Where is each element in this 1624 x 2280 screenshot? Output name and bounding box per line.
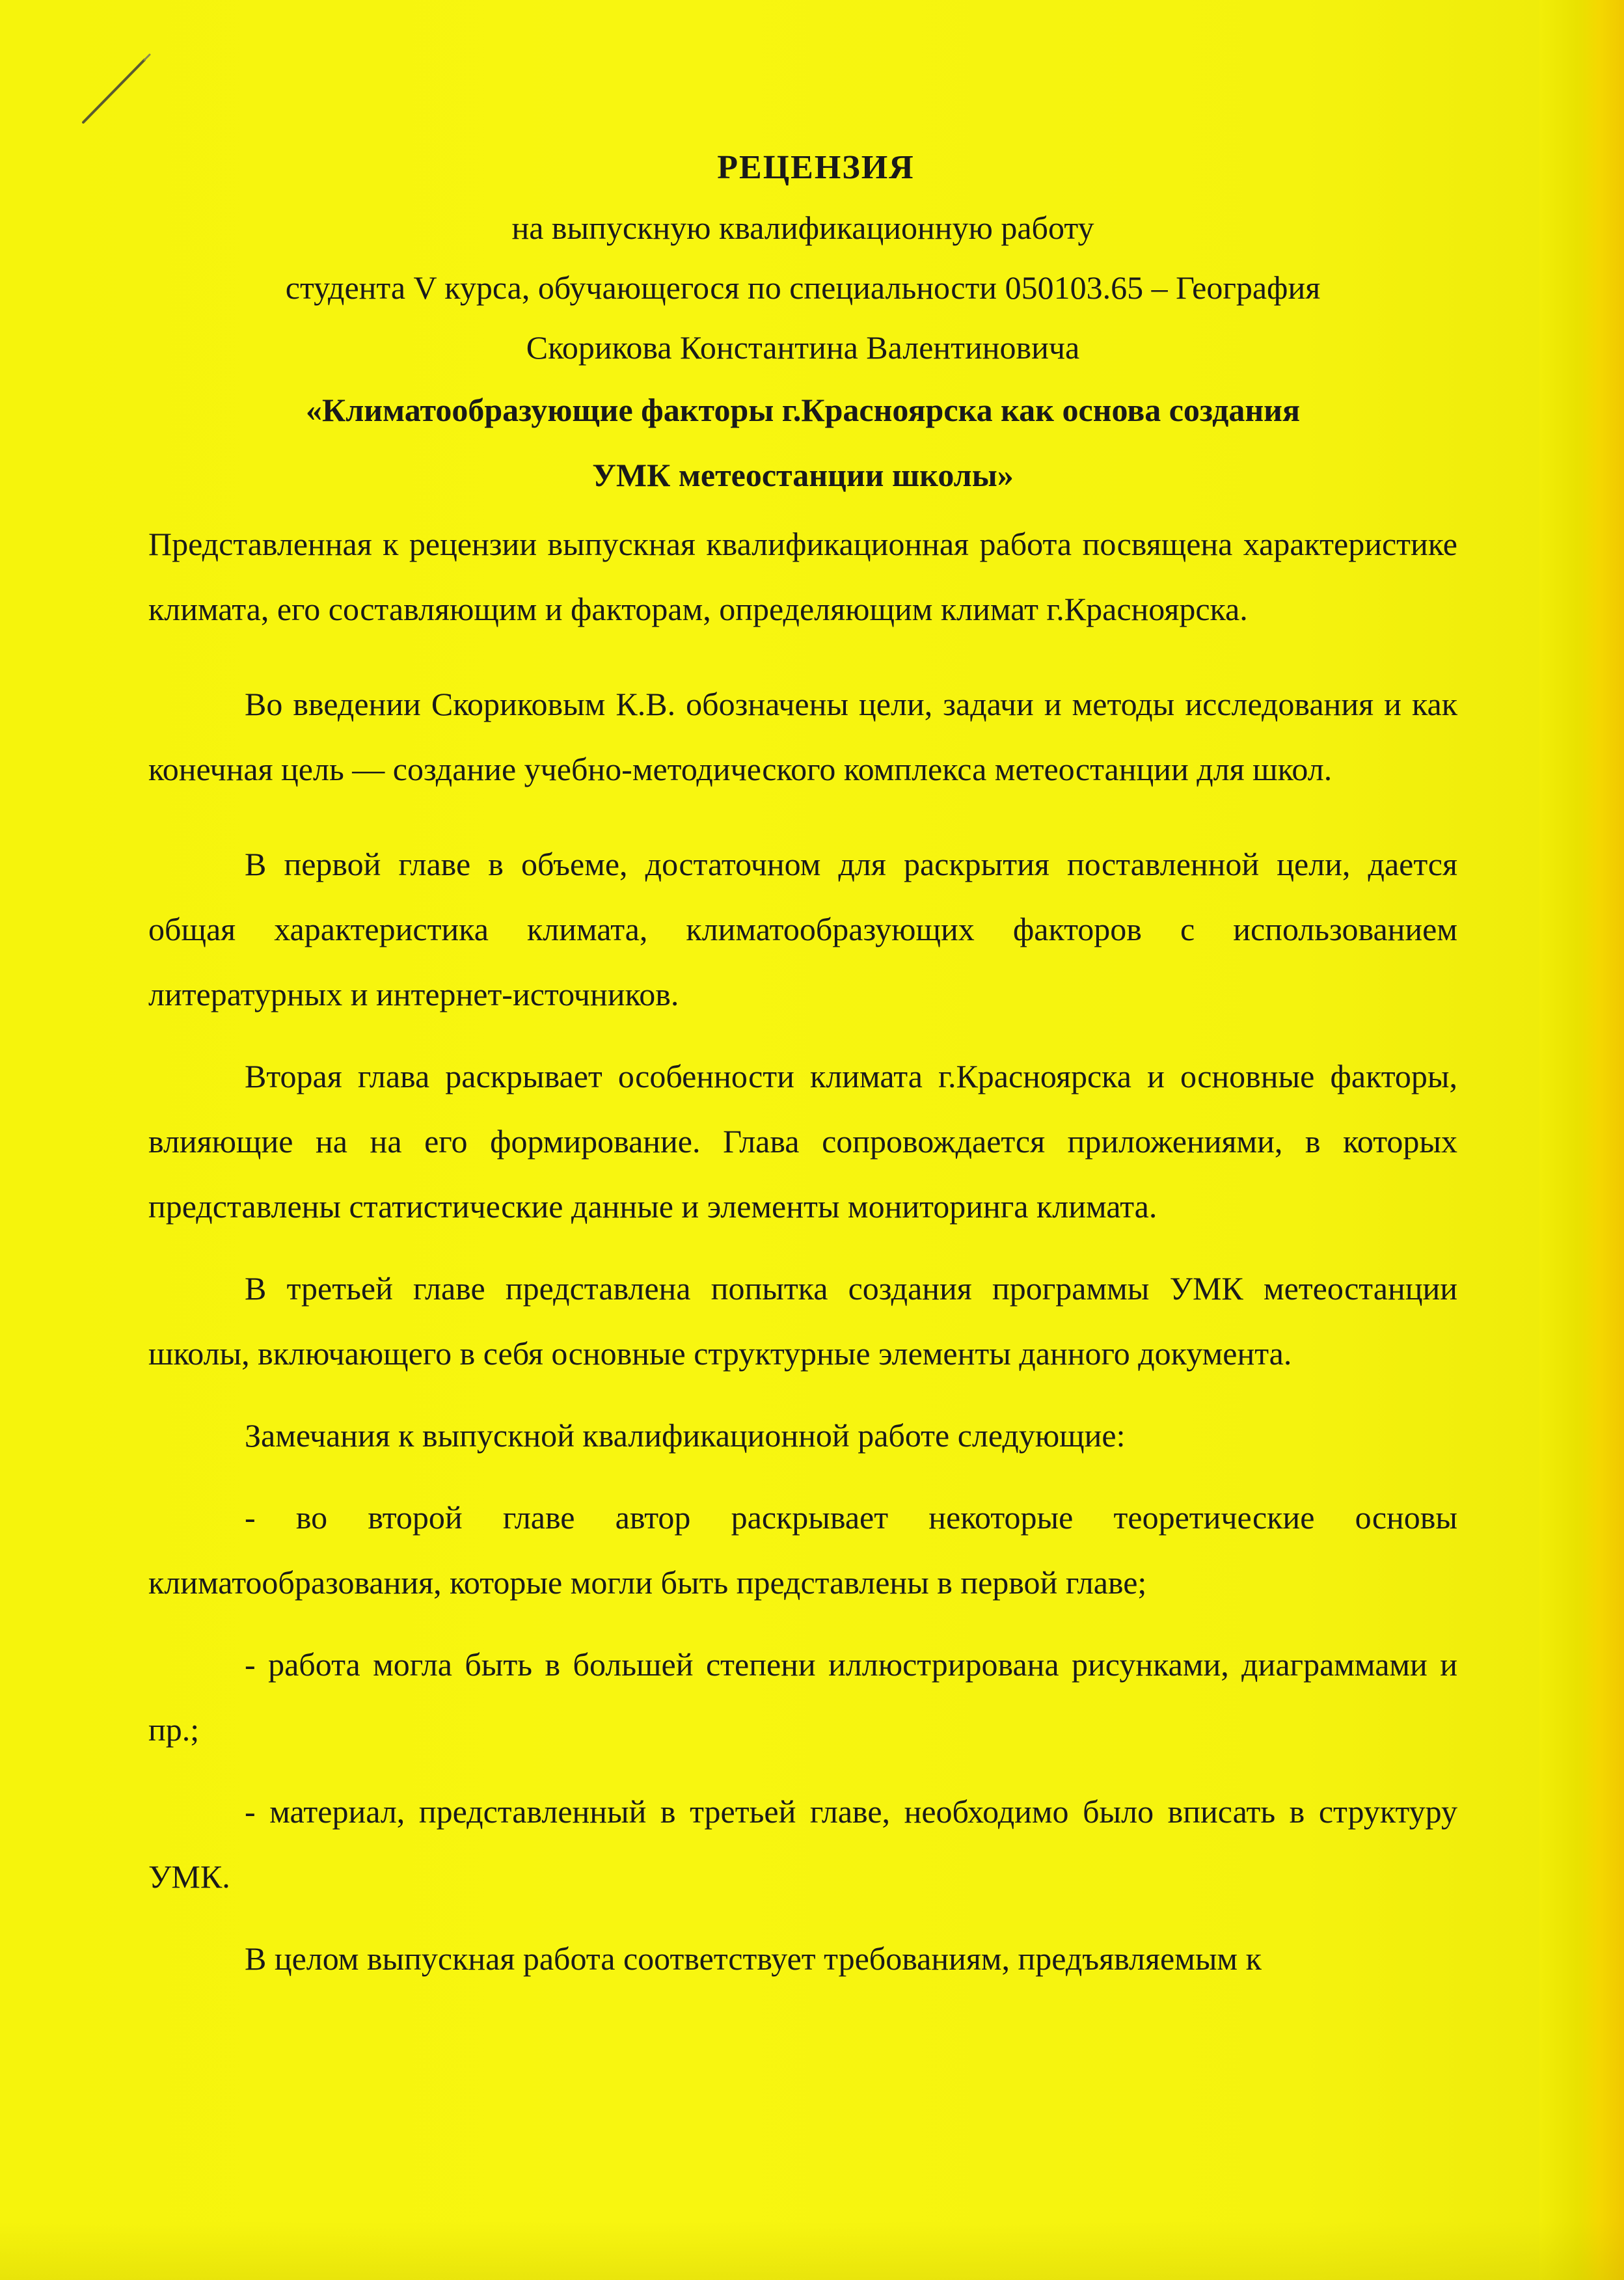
paragraph-remarks-heading: Замечания к выпускной квалификационной работе следующие: — [245, 1417, 1126, 1454]
topic-line-2: УМК метеостанции школы» — [592, 457, 1014, 493]
paragraph-chapter-2: Вторая глава раскрывает особенности климата г.Красноярска и основные факторы, влияющие на на его формирование. Глава сопровождается приложениями, в которых представлены статистические данные и элементы мониторинга климата. — [148, 1058, 1457, 1225]
paragraph-chapter-1: В первой главе в объеме, достаточном для раскрытия поставленной цели, дается общая характеристика климата, климатообразующих факторов с использованием литературных и интернет-источников. — [148, 846, 1457, 1012]
paragraph-remark-1: - во второй главе автор раскрывает некоторые теоретические основы климатообразования, которые могли быть представлены в первой главе; — [148, 1499, 1457, 1601]
paper-edge — [1539, 0, 1624, 2280]
paragraph-conclusion: В целом выпускная работа соответствует требованиям, предъявляемым к — [245, 1940, 1262, 1977]
pencil-stroke-icon — [72, 46, 176, 130]
paragraph-remark-3: - материал, представленный в третьей главе, необходимо было вписать в структуру УМК. — [148, 1793, 1457, 1895]
document-subtitle: на выпускную квалификационную работу — [511, 210, 1094, 246]
student-line: студента V курса, обучающегося по специальности 050103.65 – География — [285, 269, 1321, 306]
paragraph-intro: Представленная к рецензии выпускная квалификационная работа посвящена характеристике климата, его составляющим и факторам, определяющим климат г.Красноярска. — [148, 526, 1457, 627]
paragraph-remark-2: - работа могла быть в большей степени иллюстрирована рисунками, диаграммами и пр.; — [148, 1646, 1457, 1748]
review-document — [148, 138, 1457, 1991]
topic-line-1: «Климатообразующие факторы г.Красноярска как основа создания — [305, 392, 1301, 428]
paragraph-introduction: Во введении Скориковым К.В. обозначены цели, задачи и методы исследования и как конечная цель — создание учебно-методического комплекса метеостанции для школ. — [148, 686, 1457, 787]
paragraph-chapter-3: В третьей главе представлена попытка создания программы УМК метеостанции школы, включающего в себя основные структурные элементы данного документа. — [148, 1270, 1457, 1372]
document-title: РЕЦЕНЗИЯ — [717, 149, 915, 186]
bottom-shadow — [0, 2221, 1624, 2280]
student-name: Скорикова Константина Валентиновича — [526, 329, 1080, 366]
